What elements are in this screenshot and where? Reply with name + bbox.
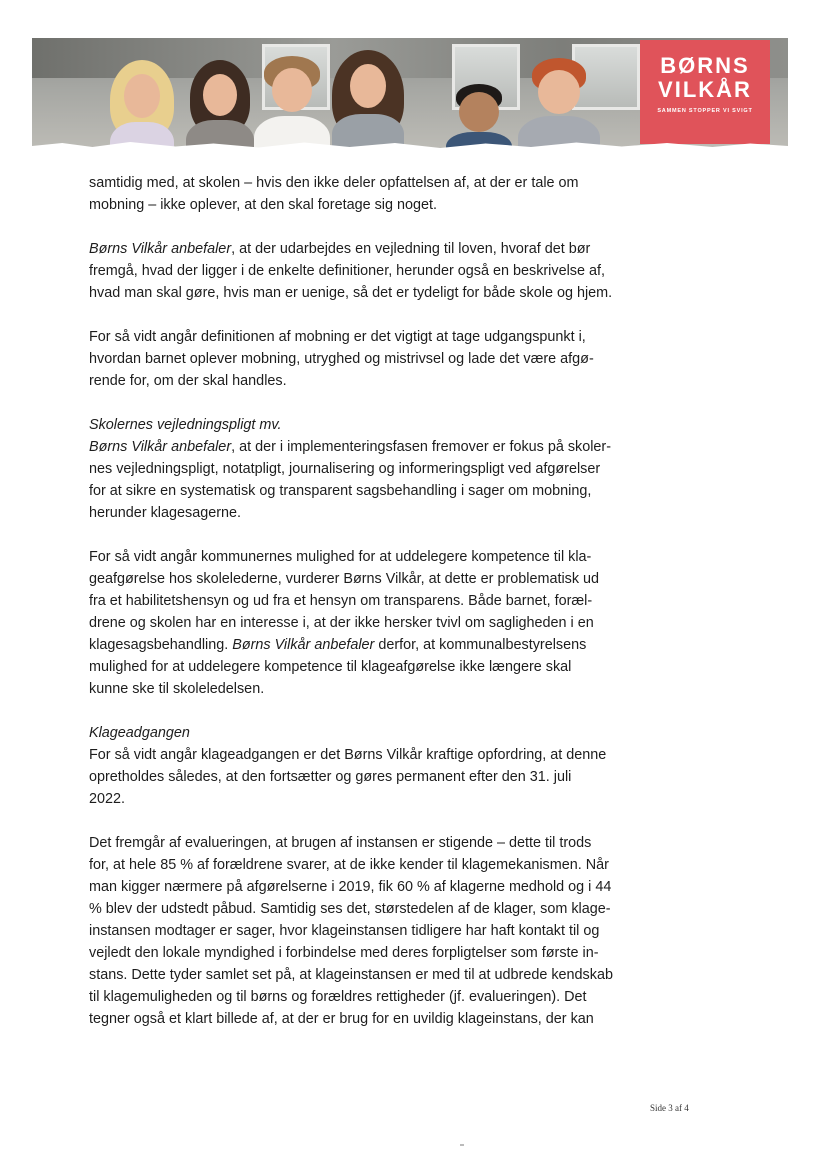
text-line: Det fremgår af evalueringen, at brugen af instansen er stigende – dette til trods — [89, 835, 592, 851]
text-line: vejledt den lokale myndighed i forbindelse med deres forpligtelser som første in- — [89, 945, 599, 961]
photo-child — [260, 56, 324, 150]
page-number: Side 3 af 4 — [650, 1103, 689, 1113]
photo-child — [190, 60, 250, 150]
text-line — [89, 436, 729, 458]
emphasis: Børns Vilkår anbefaler — [89, 439, 232, 455]
logo-tagline: SAMMEN STOPPER VI SVIGT — [657, 108, 753, 114]
text-line: man kigger nærmere på afgørelserne i 2019, fik 60 % af klagerne medhold og i 44 — [89, 879, 612, 895]
text-fragment: , at der udarbejdes en vejledning til loven, hvoraf det bør — [231, 241, 591, 257]
text-line: opretholdes således, at den fortsætter og gøres permanent efter den 31. juli — [89, 769, 572, 785]
text-line: kunne ske til skoleledelsen. — [89, 681, 265, 697]
text-line: % blev der udstedt påbud. Samtidig ses det, størstedelen af de klager, som klage- — [89, 901, 611, 917]
paragraph — [89, 172, 729, 216]
text-line — [89, 238, 729, 260]
text-line: fra et habilitetshensyn og ud fra et hensyn om transparens. Både barnet, foræl- — [89, 593, 593, 609]
text-line: geafgørelse hos skolelederne, vurderer Børns Vilkår, at dette er problematisk ud — [89, 571, 600, 587]
text-line: fremgå, hvad der ligger i de enkelte definitioner, herunder også en beskrivelse af, — [89, 263, 605, 279]
text-line: rende for, om der skal handles. — [89, 373, 287, 389]
section-heading: Skolernes vejledningspligt mv. — [89, 417, 282, 433]
header-photo-banner — [32, 38, 788, 150]
text-line: mulighed for at uddelegere kompetence til klageafgørelse ikke længere skal — [89, 659, 572, 675]
photo-child — [524, 58, 594, 150]
text-fragment: derfor, at kommunalbestyrelsens — [374, 637, 587, 653]
text-line: hvad man skal gøre, hvis man er uenige, så det er tydeligt for både skole og hjem. — [89, 285, 613, 301]
text-line: For så vidt angår klageadgangen er det Børns Vilkår kraftige opfordring, at denne — [89, 747, 607, 763]
text-line: hvordan barnet oplever mobning, utryghed og mistrivsel og lade det være afgø- — [89, 351, 594, 367]
logo-text-line-1: BØRNS — [660, 53, 750, 78]
text-line: herunder klagesagerne. — [89, 505, 242, 521]
paragraph — [89, 238, 729, 304]
text-line: mobning – ikke oplever, at den skal foretage sig noget. — [89, 197, 437, 213]
text-line: For så vidt angår definitionen af mobning er det vigtigt at tage udgangspunkt i, — [89, 329, 586, 345]
text-fragment: klagesagsbehandling. — [89, 637, 233, 653]
text-line: samtidig med, at skolen – hvis den ikke deler opfattelsen af, at der er tale om — [89, 175, 579, 191]
photo-child — [110, 60, 174, 150]
text-line: stans. Dette tyder samlet set på, at klageinstansen er med til at udbrede kendskab — [89, 967, 613, 983]
text-line: 2022. — [89, 791, 126, 807]
text-line: instansen modtager er sager, hvor klageinstansen tidligere har haft kontakt til og — [89, 923, 600, 939]
section-heading: Klageadgangen — [89, 725, 190, 741]
text-line: tegner også et klart billede af, at der er brug for en uvildig klageinstans, der kan — [89, 1011, 594, 1027]
text-fragment: , at der i implementeringsfasen fremover er fokus på skoler- — [231, 439, 612, 455]
emphasis: Børns Vilkår anbefaler — [232, 637, 375, 653]
text-line: drene og skolen har en interesse i, at der ikke hersker tvivl om sagligheden i en — [89, 615, 594, 631]
text-line: for, at hele 85 % af forældrene svarer, at de ikke kender til klagemekanismen. Når — [89, 857, 609, 873]
photo-child — [450, 84, 508, 150]
text-line: for at sikre en systematisk og transparent sagsbehandling i sager om mobning, — [89, 483, 592, 499]
photo-child — [332, 50, 404, 150]
logo-text-line-2: VILKÅR — [658, 77, 752, 102]
borns-vilkar-logo — [640, 40, 770, 144]
paragraph — [89, 414, 729, 524]
paragraph — [89, 722, 729, 810]
paragraph — [89, 326, 729, 392]
document-body — [89, 172, 729, 1052]
paragraph — [89, 832, 729, 1030]
paragraph — [89, 546, 729, 700]
text-line: nes vejledningspligt, notatpligt, journalisering og informeringspligt ved afgørelser — [89, 461, 601, 477]
text-line — [89, 634, 729, 656]
text-line: For så vidt angår kommunernes mulighed for at uddelegere kompetence til kla- — [89, 549, 592, 565]
emphasis: Børns Vilkår anbefaler — [89, 241, 232, 257]
text-line: til klagemuligheden og til børns og forældres rettigheder (jf. evalueringen). Det — [89, 989, 587, 1005]
scan-speck — [460, 1144, 464, 1146]
